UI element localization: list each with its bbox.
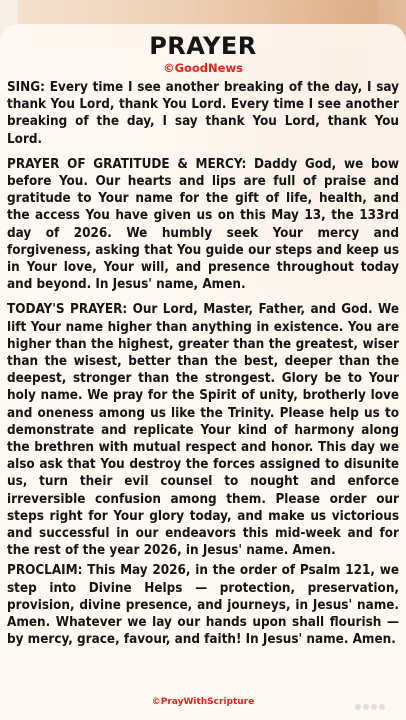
prayer-body — [7, 79, 399, 657]
sing-paragraph: SING: Every time I see another breaking of the day, I say thank You Lord, thank You Lord. Every time I see another breaking of the day, I say thank You Lord, thank You Lord. — [7, 80, 399, 147]
footer-credit: ©PrayWithScripture — [151, 697, 255, 707]
source-handle: ©GoodNews — [163, 61, 243, 75]
corner-watermark-icon — [354, 700, 388, 714]
proclaim-paragraph: PROCLAIM: This May 2026, in the order of Psalm 121, we step into Divine Helps — protection, preservation, provision, divine presence, and journeys, in Jesus' name. Amen. Whatever we lay our hands upon shall flourish — by mercy, grace, favour, and faith! In Jesus' name. Amen. — [7, 563, 399, 648]
gratitude-paragraph: PRAYER OF GRATITUDE & MERCY: Daddy God, we bow before You. Our hearts and lips are full of praise and gratitude to Your name for the gift of life, health, and the access You have given us on this May 13, the 133rd day of 2026. We humbly seek Your mercy and forgiveness, asking that You guide our steps and keep us in Your love, Your will, and presence throughout today and beyond. In Jesus' name, Amen. — [7, 156, 399, 293]
page-title: PRAYER — [149, 32, 257, 60]
todays-prayer-paragraph: TODAY'S PRAYER: Our Lord, Master, Father, and God. We lift Your name higher than anything in existence. You are higher than the highest, greater than the greatest, wiser than the wisest, better than the best, deeper than the deepest, stronger than the strongest. Glory be to Your holy name. We pray for the Spirit of unity, brotherly love and oneness among us like the Trinity. Please help us to demonstrate and replicate Your kind of harmony along the brethren with mutual respect and honor. This day we also ask that You destroy the forces assigned to disunite us, turn their evil counsel to nought and enforce irreversible confusion among them. Please order our steps right for Your glory today, and make us victorious and successful in our endeavors this mid-week and for the rest of the year 2026, in Jesus' name. Amen. — [7, 302, 399, 559]
